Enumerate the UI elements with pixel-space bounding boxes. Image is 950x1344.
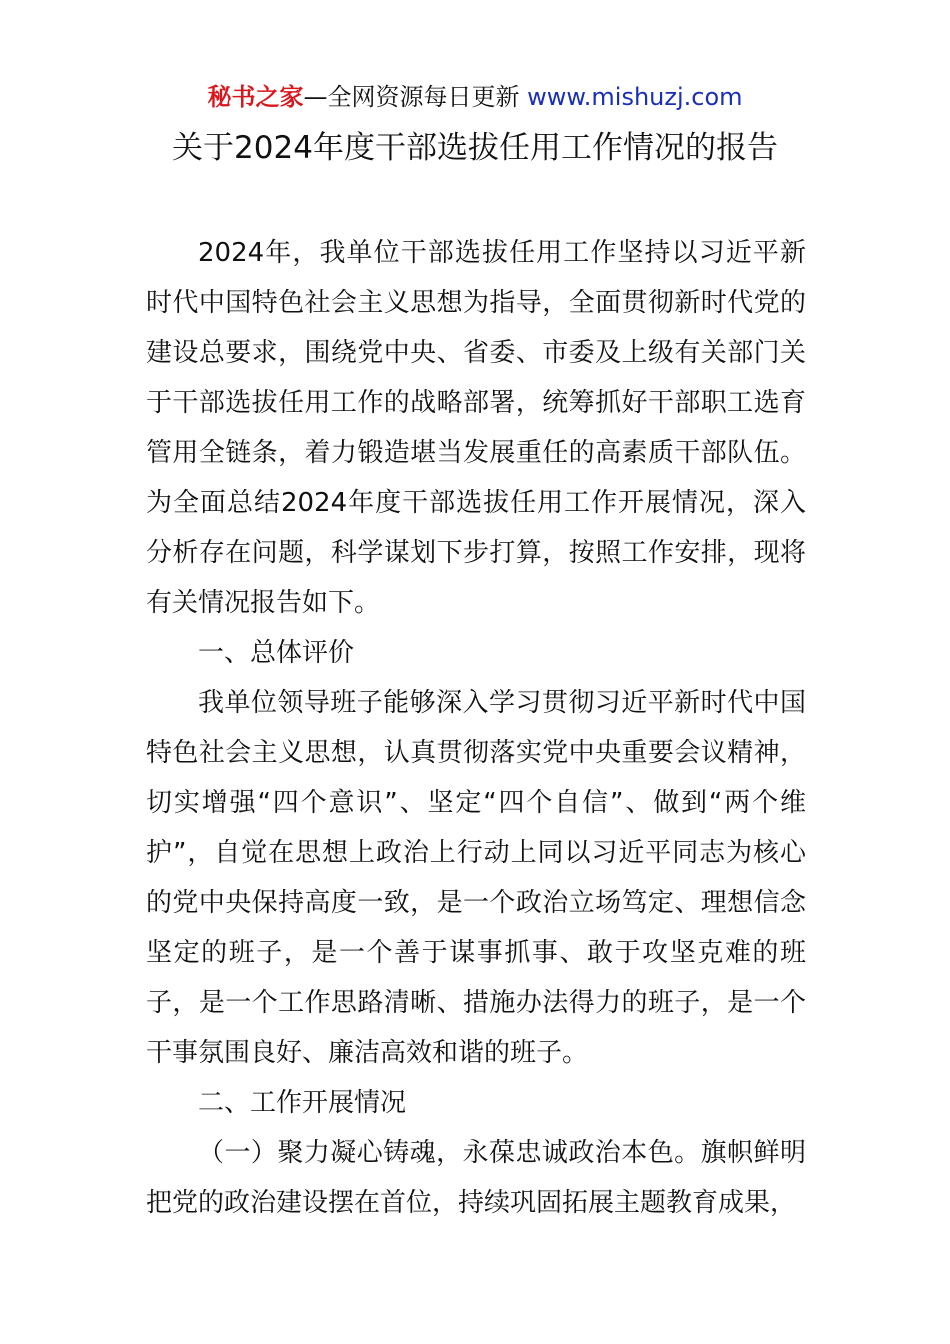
subsection-paragraph-1: （一）聚力凝心铸魂，永葆忠诚政治本色。旗帜鲜明把党的政治建设摆在首位，持续巩固拓展主题教育成果， — [146, 1138, 806, 1218]
site-header — [0, 80, 950, 114]
site-name: 秘书之家 — [207, 83, 304, 111]
site-tagline: —全网资源每日更新 — [303, 83, 520, 111]
document-body — [146, 228, 806, 1228]
intro-paragraph: 2024年，我单位干部选拔任用工作坚持以习近平新时代中国特色社会主义思想为指导，全面贯彻新时代党的建设总要求，围绕党中央、省委、市委及上级有关部门关于干部选拔任用工作的战略部署，统筹抓好干部职工选育管用全链条，着力锻造堪当发展重任的高素质干部队伍。为全面总结2024年度干部选拔任用工作开展情况，深入分析存在问题，科学谋划下步打算，按照工作安排，现将有关情况报告如下。 — [146, 238, 806, 618]
site-url-link[interactable]: www.mishuzj.com — [527, 83, 743, 111]
evaluation-paragraph: 我单位领导班子能够深入学习贯彻习近平新时代中国特色社会主义思想，认真贯彻落实党中央重要会议精神，切实增强“四个意识”、坚定“四个自信”、做到“两个维护”，自觉在思想上政治上行动上同以习近平同志为核心的党中央保持高度一致，是一个政治立场笃定、理想信念坚定的班子，是一个善于谋事抓事、敢于攻坚克难的班子，是一个工作思路清晰、措施办法得力的班子，是一个干事氛围良好、廉洁高效和谐的班子。 — [146, 688, 806, 1068]
section-heading-overall-evaluation: 一、总体评价 — [198, 638, 355, 668]
section-heading-work-progress: 二、工作开展情况 — [198, 1088, 407, 1118]
document-title: 关于2024年度干部选拔任用工作情况的报告 — [172, 130, 778, 166]
